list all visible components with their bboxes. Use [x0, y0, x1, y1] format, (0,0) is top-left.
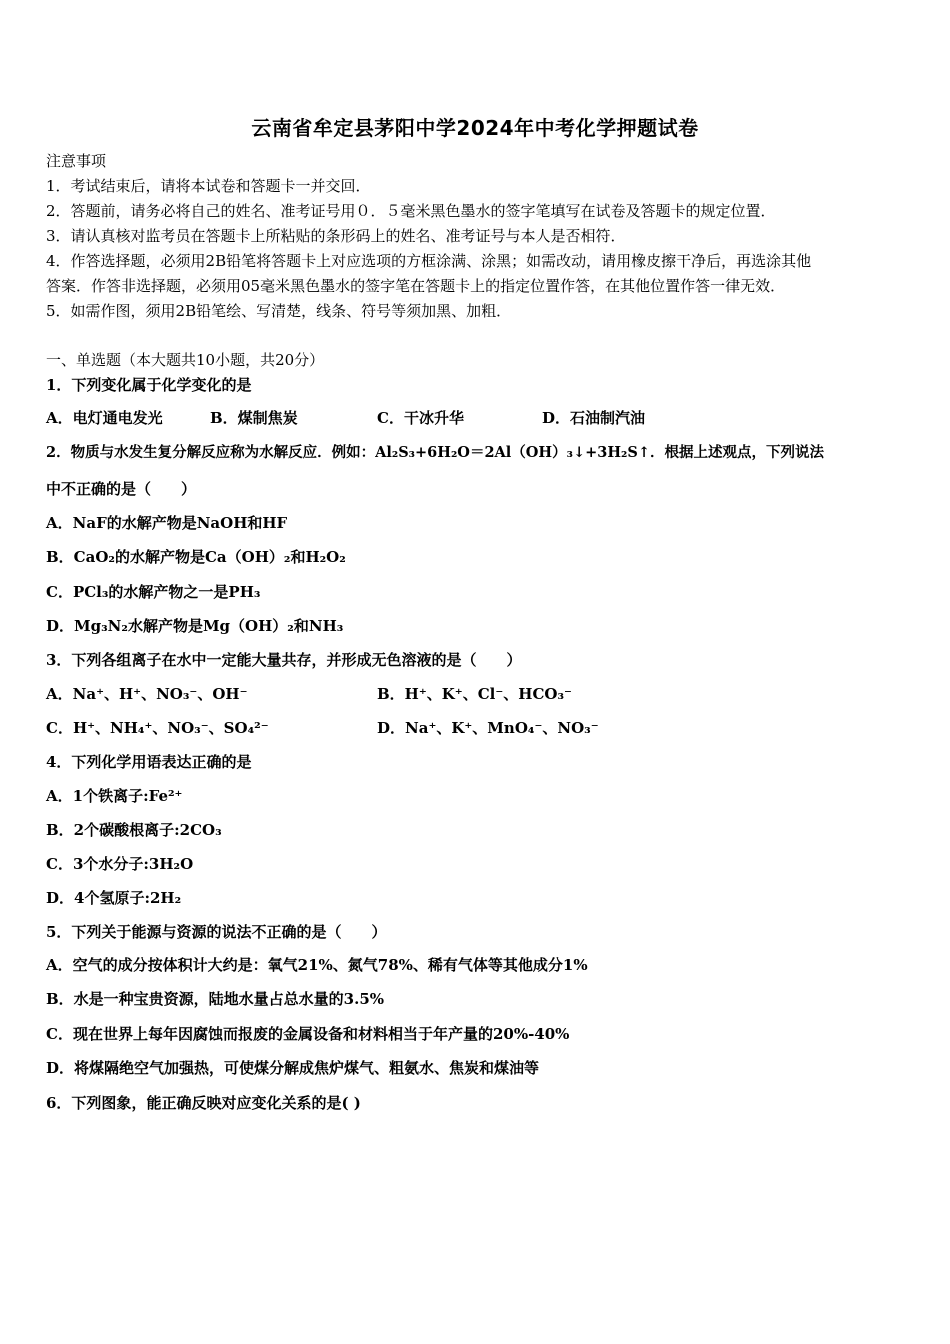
q1-option-b: B．煤制焦炭	[210, 409, 298, 427]
page-title: 云南省牟定县茅阳中学2024年中考化学押题试卷	[251, 116, 699, 140]
question-6-stem: 6．下列图象，能正确反映对应变化关系的是( )	[46, 1094, 361, 1112]
note-item: 4．作答选择题，必须用2B铅笔将答题卡上对应选项的方框涂满、涂黑；如需改动，请用橡皮擦干净后，再选涂其他	[46, 252, 812, 270]
q5-option-b: B．水是一种宝贵资源，陆地水量占总水量的3.5%	[46, 990, 385, 1008]
q5-option-a: A．空气的成分按体积计大约是：氧气21%、氮气78%、稀有气体等其他成分1%	[46, 956, 588, 974]
q4-option-c: C．3个水分子:3H₂O	[46, 855, 194, 873]
question-4-stem: 4．下列化学用语表达正确的是	[46, 753, 252, 771]
q3-option-b: B．H⁺、K⁺、Cl⁻、HCO₃⁻	[377, 685, 572, 703]
question-3-stem: 3．下列各组离子在水中一定能大量共存，并形成无色溶液的是（ ）	[46, 651, 522, 669]
notes-heading: 注意事项	[46, 152, 107, 170]
q2-option-b: B．CaO₂的水解产物是Ca（OH）₂和H₂O₂	[46, 548, 346, 566]
question-5-stem: 5．下列关于能源与资源的说法不正确的是（ ）	[46, 923, 387, 941]
note-item: 3．请认真核对监考员在答题卡上所粘贴的条形码上的姓名、准考证号与本人是否相符．	[46, 227, 626, 245]
section-heading: 一、单选题（本大题共10小题，共20分）	[46, 351, 325, 369]
question-2-stem: 2．物质与水发生复分解反应称为水解反应．例如：Al₂S₃+6H₂O＝2Al（OH）₃↓+3H₂S↑．根据上述观点，下列说法	[46, 444, 825, 461]
q1-option-c: C．干冰升华	[377, 409, 464, 427]
q2-option-c: C．PCl₃的水解产物之一是PH₃	[46, 583, 261, 601]
note-item: 5．如需作图，须用2B铅笔绘、写清楚，线条、符号等须加黑、加粗．	[46, 302, 512, 320]
q3-option-a: A．Na⁺、H⁺、NO₃⁻、OH⁻	[46, 685, 248, 703]
q3-option-c: C．H⁺、NH₄⁺、NO₃⁻、SO₄²⁻	[46, 719, 269, 737]
q2-option-a: A．NaF的水解产物是NaOH和HF	[46, 514, 288, 532]
q4-option-a: A．1个铁离子:Fe²⁺	[46, 787, 183, 805]
note-item: 2．答题前，请务必将自己的姓名、准考证号用０．５毫米黑色墨水的签字笔填写在试卷及答题卡的规定位置．	[46, 202, 776, 220]
q4-option-d: D．4个氢原子:2H₂	[46, 889, 182, 907]
q4-option-b: B．2个碳酸根离子:2CO₃	[46, 821, 222, 839]
q1-option-d: D．石油制汽油	[542, 409, 646, 427]
q3-option-d: D．Na⁺、K⁺、MnO₄⁻、NO₃⁻	[377, 719, 599, 737]
note-item: 1．考试结束后，请将本试卷和答题卡一并交回．	[46, 177, 371, 195]
q5-option-c: C．现在世界上每年因腐蚀而报废的金属设备和材料相当于年产量的20%-40%	[46, 1025, 570, 1043]
q2-option-d: D．Mg₃N₂水解产物是Mg（OH）₂和NH₃	[46, 617, 344, 635]
question-2-stem-cont: 中不正确的是（ ）	[46, 480, 197, 498]
question-1-stem: 1．下列变化属于化学变化的是	[46, 376, 252, 394]
q5-option-d: D．将煤隔绝空气加强热，可使煤分解成焦炉煤气、粗氨水、焦炭和煤油等	[46, 1059, 540, 1077]
note-item: 答案．作答非选择题，必须用05毫米黑色墨水的签字笔在答题卡上的指定位置作答，在其他位置作答一律无效．	[46, 277, 786, 295]
q1-option-a: A．电灯通电发光	[46, 409, 163, 427]
